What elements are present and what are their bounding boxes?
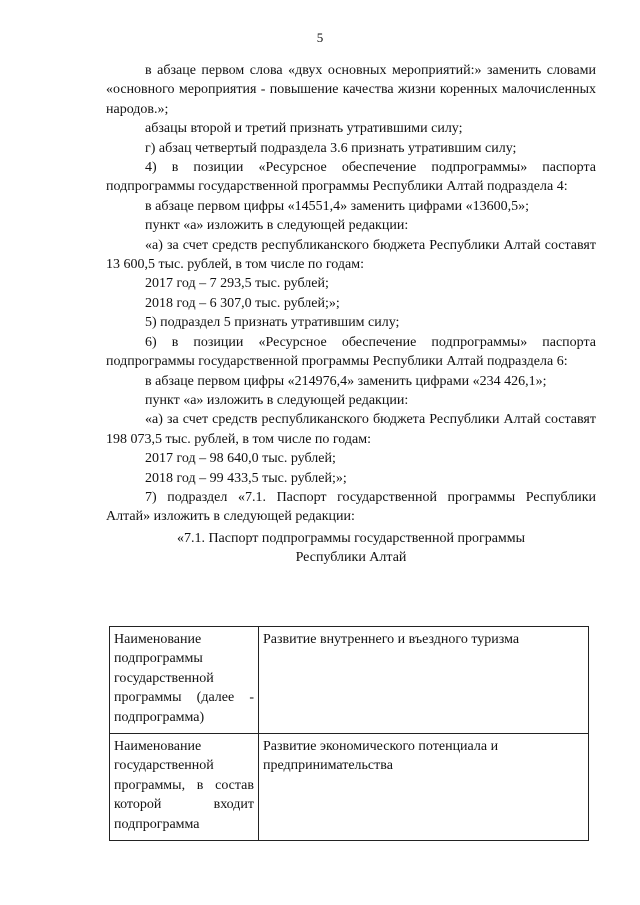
paragraph-8: 2017 год – 7 293,5 тыс. рублей; xyxy=(145,276,329,292)
paragraph-2: абзацы второй и третий признать утратившими силу; xyxy=(145,121,463,137)
paragraph-15: 2017 год – 98 640,0 тыс. рублей; xyxy=(145,451,336,467)
table-row xyxy=(110,627,589,734)
table-cell-label: Наименование государственной программы, в состав которой входит подпрограмма xyxy=(110,734,259,841)
section-heading-line-2: Республики Алтай xyxy=(295,550,407,566)
paragraph-17: 7) подраздел «7.1. Паспорт государственной программы Республики Алтай» изложить в следующей редакции: xyxy=(106,489,596,525)
section-heading-line-1: «7.1. Паспорт подпрограммы государственной программы xyxy=(176,530,526,546)
paragraph-16: 2018 год – 99 433,5 тыс. рублей;»; xyxy=(145,470,347,486)
paragraph-11: 6) в позиции «Ресурсное обеспечение подпрограммы» паспорта подпрограммы государственной программы Республики Алтай подраздела 6: xyxy=(106,334,596,370)
paragraph-12: в абзаце первом цифры «214976,4» заменить цифрами «234 426,1»; xyxy=(145,373,547,389)
paragraph-3: г) абзац четвертый подраздела 3.6 признать утратившим силу; xyxy=(145,140,517,156)
table-cell-label: Наименование подпрограммы государственной программы (далее - подпрограмма) xyxy=(110,627,259,734)
passport-table xyxy=(109,626,589,841)
page-number: 5 xyxy=(316,30,324,45)
paragraph-9: 2018 год – 6 307,0 тыс. рублей;»; xyxy=(145,295,340,311)
paragraph-5: в абзаце первом цифры «14551,4» заменить цифрами «13600,5»; xyxy=(145,198,529,214)
paragraph-6: пункт «а» изложить в следующей редакции: xyxy=(145,218,409,234)
section-heading xyxy=(106,529,596,568)
paragraph-14: «а) за счет средств республиканского бюджета Республики Алтай составят 198 073,5 тыс. рублей, в том числе по годам: xyxy=(106,412,596,447)
paragraph-4: 4) в позиции «Ресурсное обеспечение подпрограммы» паспорта подпрограммы государственной программы Республики Алтай подраздела 4: xyxy=(106,160,596,195)
paragraph-1: в абзаце первом слова «двух основных мероприятий:» заменить словами «основного мероприятия - повышение качества жизни коренных малочисленных народов.»; xyxy=(106,63,596,117)
table-cell-value: Развитие экономического потенциала и предпринимательства xyxy=(259,734,589,841)
paragraph-13: пункт «а» изложить в следующей редакции: xyxy=(145,392,409,408)
table-row xyxy=(110,734,589,841)
paragraph-10: 5) подраздел 5 признать утратившим силу; xyxy=(145,315,400,331)
paragraph-7: «а) за счет средств республиканского бюджета Республики Алтай составят 13 600,5 тыс. рублей, в том числе по годам: xyxy=(106,237,596,273)
table-cell-value: Развитие внутреннего и въездного туризма xyxy=(259,627,589,734)
document-body xyxy=(106,61,596,568)
